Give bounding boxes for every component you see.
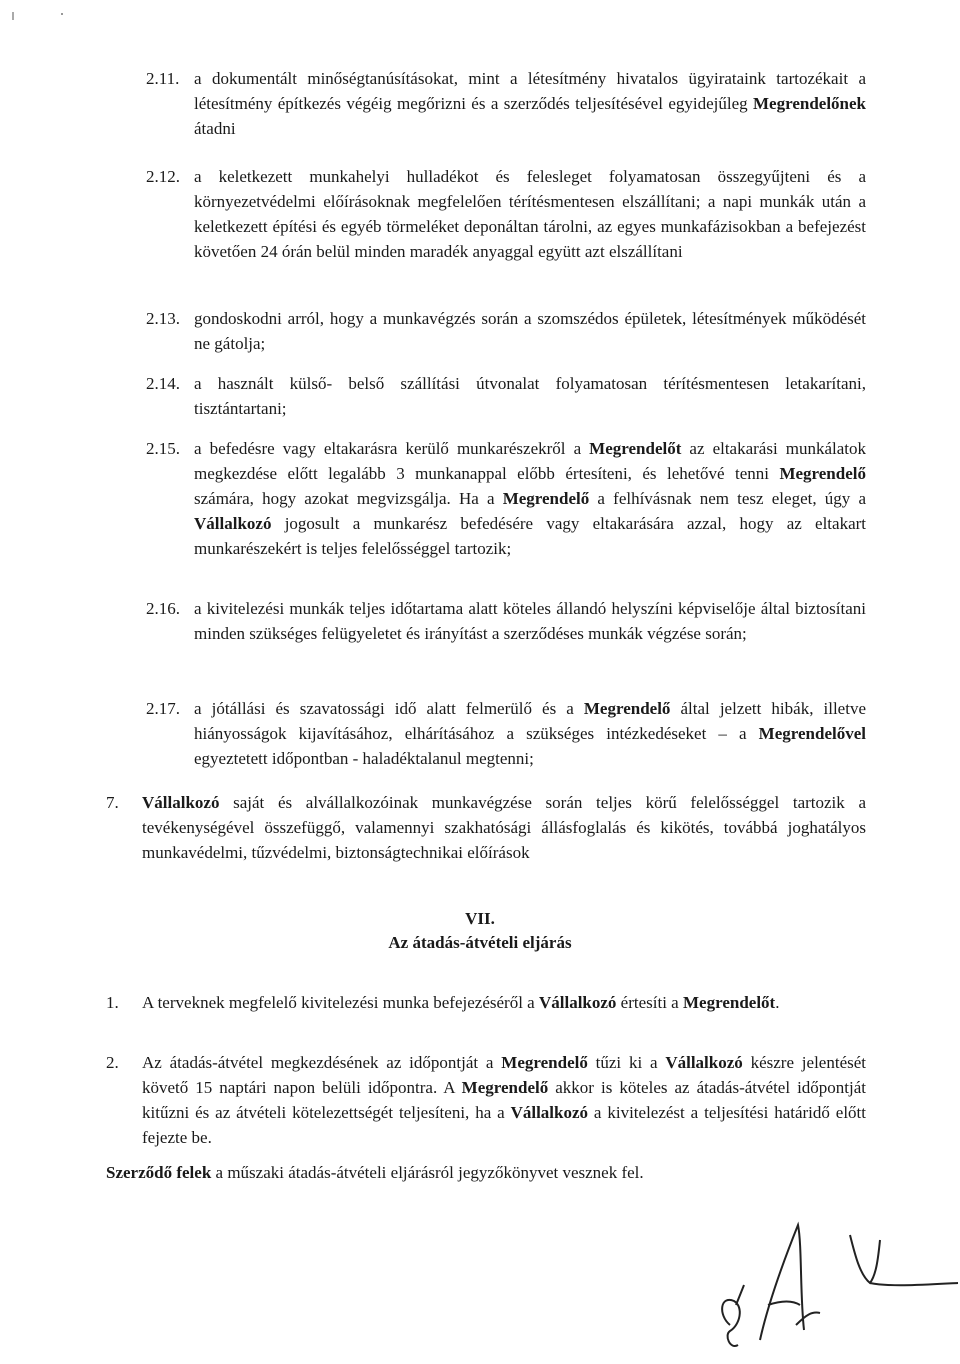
bold-party-name: Szerződő felek (106, 1163, 212, 1182)
text-run: átadni (194, 119, 236, 138)
bold-party-name: Vállalkozó (142, 793, 220, 812)
bold-party-name: Megrendelő (461, 1078, 549, 1097)
subclause-text (194, 66, 866, 141)
subclause-text (194, 596, 866, 646)
text-run: a dokumentált minőségtanúsításokat, mint a létesítmény hivatalos ügyirataink tartozékait a létesítmény építkezés végéig megőrizni és a szerződés teljesítésével egyidejűleg (194, 69, 866, 113)
text-run: egyeztetett időpontban - haladéktalanul megtenni; (194, 749, 534, 768)
text-run: a kivitelezési munkák teljes időtartama alatt köteles állandó helyszíni képviselője által biztosítani minden szükséges felügyeletet és irányítást a szerződéses munkák végzése során; (194, 599, 866, 643)
bold-party-name: Megrendelő (583, 699, 671, 718)
text-run: által jelzett hibák, illetve hiányosságok kijavításához, elhárításához a szükséges intézkedéseket – a (194, 699, 866, 743)
subclause-item (146, 436, 866, 561)
subclause-text (194, 306, 866, 356)
clause-number: 2. (106, 1053, 119, 1072)
subclause-number: 2.13. (146, 309, 180, 328)
subclause-item (146, 596, 866, 646)
text-run: a befedésre vagy eltakarásra kerülő munkarészekről a (194, 439, 590, 458)
bold-party-name: Megrendelő (502, 489, 590, 508)
text-run: tűzi ki a (587, 1053, 666, 1072)
text-run: a jótállási és szavatossági idő alatt felmerülő és a (194, 699, 584, 718)
subclause-text (194, 164, 866, 264)
text-run: az eltakarási munkálatok megkezdése előtt legalább 3 munkanappal előbb értesíteni, és lehetővé tenni (194, 439, 866, 483)
text-run: készre jelentését követő 15 naptári napon belüli időpontra. A (142, 1053, 866, 1097)
text-run: a keletkezett munkahelyi hulladékot és felesleget folyamatosan összegyűjteni és a környezetvédelmi előírásoknak megfelelően térítésmentesen elszállítani; a napi munkák után a keletkezett építési és egyéb törmeléket deponáltan tárolni, az egyes munkafázisokban a befejezést követően 24 órán belül minden maradék anyaggal együtt azt elszállítani (194, 167, 866, 261)
chapter-clause (106, 990, 866, 1015)
subclause-item (146, 371, 866, 421)
bold-party-name: Vállalkozó (194, 514, 272, 533)
text-run: a műszaki átadás-átvételi eljárásról jegyzőkönyvet vesznek fel. (211, 1163, 644, 1182)
bold-party-name: Vállalkozó (665, 1053, 743, 1072)
text-run: a felhívásnak nem tesz eleget, úgy a (589, 489, 866, 508)
subclause-item (146, 164, 866, 264)
clause-number: 1. (106, 993, 119, 1012)
bold-party-name: Megrendelő (501, 1053, 588, 1072)
bold-party-name: Megrendelő (779, 464, 866, 483)
text-run: a használt külső- belső szállítási útvonalat folyamatosan térítésmentesen letakarítani, tisztántartani; (194, 374, 866, 418)
subclause-number: 2.12. (146, 167, 180, 186)
subclause-number: 2.15. (146, 439, 180, 458)
chapter-title: Az átadás-átvételi eljárás (388, 933, 572, 952)
text-run: jogosult a munkarész befedésére vagy eltakarására azzal, hogy az eltakart munkarészekért is teljes felelősséggel tartozik; (194, 514, 866, 558)
subclause-number: 2.17. (146, 699, 180, 718)
subclause-text (194, 371, 866, 421)
chapter-clause (106, 1050, 866, 1150)
subclause-item (146, 306, 866, 356)
subclause-number: 2.11. (146, 69, 180, 88)
subclause-number: 2.16. (146, 599, 180, 618)
scan-speck (10, 6, 70, 26)
text-run: . (775, 993, 780, 1012)
clause-text (142, 1050, 866, 1150)
bold-party-name: Vállalkozó (538, 993, 617, 1012)
chapter-number: VII. (465, 909, 495, 928)
subclause-item (146, 66, 866, 141)
clause-text (142, 790, 866, 865)
text-run: gondoskodni arról, hogy a munkavégzés során a szomszédos épületek, létesítmények működését ne gátolja; (194, 309, 866, 353)
subclause-text (194, 436, 866, 561)
text-run: akkor is köteles az átadás-átvétel időpontját kitűzni és az átvételi kötelezettségét teljesíteni, ha a (142, 1078, 867, 1122)
text-run: saját és alvállalkozóinak munkavégzése során teljes körű felelősséggel tartozik a tevékenységével összefüggő, valamennyi szakhatósági állásfoglalás és kikötés, továbbá joghatályos munkavédelmi, tűzvédelmi, biztonságtechnikai előírások (142, 793, 866, 862)
subclause-number: 2.14. (146, 374, 180, 393)
handwritten-initials (700, 1205, 960, 1355)
clause-number: 7. (106, 793, 119, 812)
bold-party-name: Megrendelőnek (752, 94, 866, 113)
text-run: értesíti a (616, 993, 683, 1012)
text-run: Az átadás-átvétel megkezdésének az időpontját a (142, 1053, 502, 1072)
bold-party-name: Vállalkozó (510, 1103, 589, 1122)
bold-party-name: Megrendelőt (589, 439, 682, 458)
bold-party-name: Megrendelőt (682, 993, 776, 1012)
clause-text (142, 990, 866, 1015)
bold-party-name: Megrendelővel (758, 724, 866, 743)
subclause-text (194, 696, 866, 771)
text-run: számára, hogy azokat megvizsgálja. Ha a (194, 489, 503, 508)
subclause-item (146, 696, 866, 771)
text-run: a kivitelezést a teljesítési határidő előtt fejezte be. (142, 1103, 867, 1147)
clause-7 (106, 790, 866, 865)
text-run: A terveknek megfelelő kivitelezési munka befejezéséről a (142, 993, 539, 1012)
closing-statement (106, 1160, 866, 1185)
